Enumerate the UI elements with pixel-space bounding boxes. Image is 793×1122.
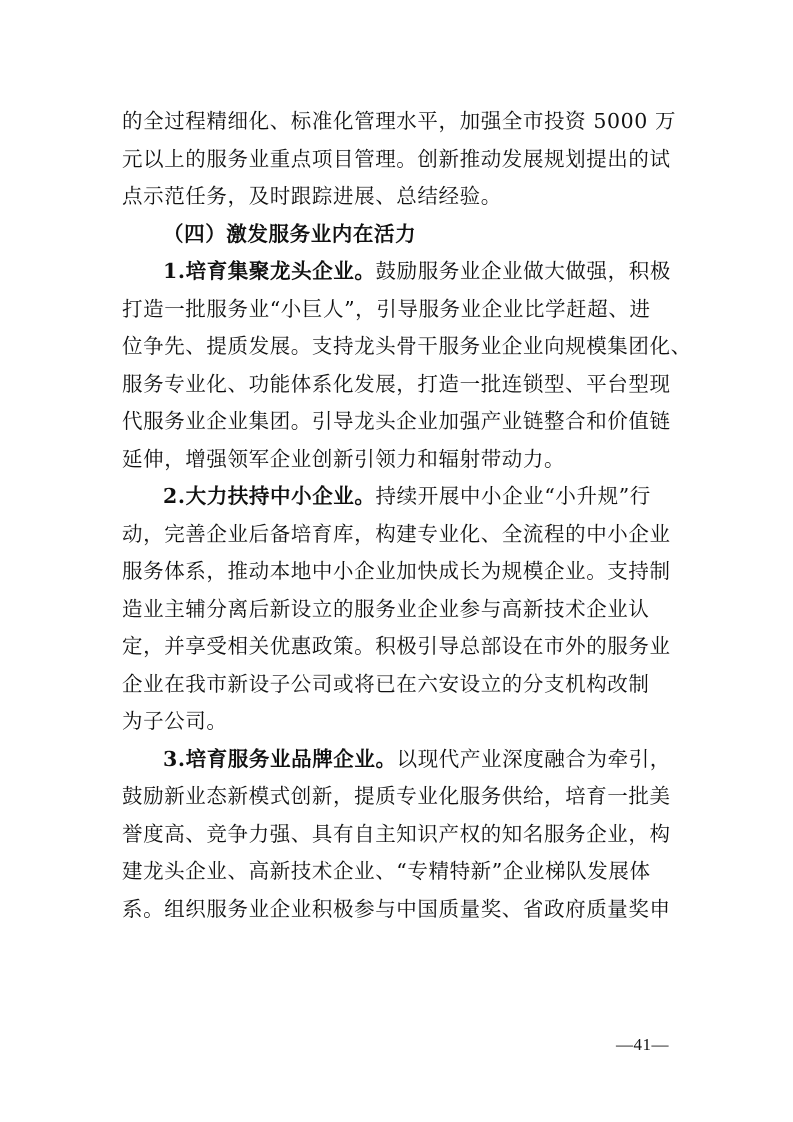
paragraph-text: 鼓励服务业企业做大做强，积极	[375, 259, 671, 283]
page-number: —41—	[616, 1035, 669, 1054]
paragraph-first-line	[122, 478, 672, 516]
text-line: 定，并享受相关优惠政策。积极引导总部设在市外的服务业	[122, 634, 671, 658]
paragraph-lead: 2.大力扶持中小企业。	[163, 484, 376, 508]
paragraph-text: 持续开展中小企业“小升规”行	[375, 484, 651, 508]
paragraph-first-line	[122, 741, 672, 779]
section-heading: （四）激发服务业内在活力	[163, 221, 417, 246]
text-line: 系。组织服务业企业积极参与中国质量奖、省政府质量奖申	[122, 896, 671, 921]
text-line: 动，完善企业后备培育库，构建专业化、全流程的中小企业	[122, 521, 671, 546]
text-line: 为子公司。	[122, 709, 228, 733]
paragraph-lead: 1.培育集聚龙头企业。	[163, 259, 376, 283]
paragraph-text: 以现代产业深度融合为牵引，	[396, 746, 671, 771]
text-line: 服务专业化、功能体系化发展，打造一批连锁型、平台型现	[122, 371, 671, 396]
paragraph-first-line	[122, 253, 672, 291]
text-line: 延伸，增强领军企业创新引领力和辐射带动力。	[122, 446, 566, 471]
text-line: 点示范任务，及时跟踪进展、总结经验。	[122, 184, 502, 208]
text-line: 誉度高、竞争力强、具有自主知识产权的知名服务企业，构	[122, 821, 671, 846]
text-line: 位争先、提质发展。支持龙头骨干服务业企业向规模集团化、	[122, 334, 692, 358]
text-line: 打造一批服务业“小巨人”，引导服务业企业比学赶超、进	[122, 296, 651, 321]
text-line: 鼓励新业态新模式创新，提质专业化服务供给，培育一批美	[122, 784, 671, 808]
text-line: 元以上的服务业重点项目管理。创新推动发展规划提出的试	[122, 146, 671, 171]
paragraph-lead: 3.培育服务业品牌企业。	[163, 746, 397, 771]
text-line: 企业在我市新设子公司或将已在六安设立的分支机构改制	[122, 671, 650, 696]
text-line: 代服务业企业集团。引导龙头企业加强产业链整合和价值链	[122, 409, 671, 433]
body-text	[122, 103, 692, 928]
text-line: 的全过程精细化、标准化管理水平，加强全市投资 5000 万	[122, 109, 677, 133]
text-line: 服务体系，推动本地中小企业加快成长为规模企业。支持制	[122, 559, 671, 583]
text-line: 建龙头企业、高新技术企业、“专精特新”企业梯队发展体	[122, 859, 651, 883]
text-line: 造业主辅分离后新设立的服务业企业参与高新技术企业认	[122, 596, 650, 621]
